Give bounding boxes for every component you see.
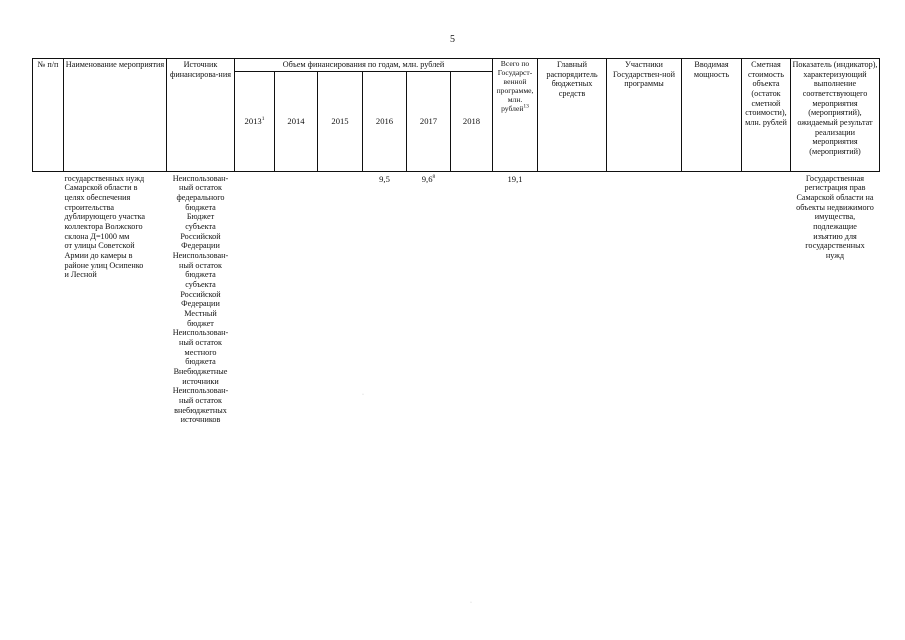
indicator-cell bbox=[791, 171, 880, 427]
funding-source-line: внебюджетных bbox=[174, 405, 227, 415]
funding-source-line: Федерации bbox=[181, 241, 220, 251]
indicator-line: нужд bbox=[825, 251, 845, 261]
participants-cell bbox=[607, 171, 682, 427]
funding-source-line: субъекта bbox=[185, 280, 216, 290]
measure-name-line: и Лесной bbox=[64, 270, 97, 280]
value-2016-cell: 9,5 bbox=[379, 173, 390, 184]
measure-name-line: целях обеспечения bbox=[64, 193, 131, 203]
col-participants-header: Участники Государствен-ной программы bbox=[607, 59, 682, 172]
scan-speck: · bbox=[470, 600, 472, 606]
total-header-footnote: 13 bbox=[523, 103, 529, 110]
value-total-cell: 19,1 bbox=[507, 173, 523, 184]
funding-source-line: Неиспользован- bbox=[172, 251, 229, 261]
col-estimate-header: Сметная стоимость объекта (остаток сметной стоимости), млн. рублей bbox=[742, 59, 791, 172]
funding-source-line: Неиспользован- bbox=[172, 173, 229, 183]
funding-source-cell bbox=[167, 171, 235, 427]
indicator-line: подлежащие bbox=[813, 222, 857, 232]
value-2015-cell bbox=[318, 171, 363, 427]
funding-source-line: Неиспользован- bbox=[172, 386, 229, 396]
funding-source-line: Бюджет bbox=[186, 212, 215, 222]
table-row bbox=[33, 171, 880, 427]
measure-name-cell bbox=[64, 171, 167, 427]
col-name-header: Наименование мероприятия bbox=[64, 59, 167, 172]
year-2016-header bbox=[363, 71, 407, 171]
value-2017: 9,6 bbox=[421, 173, 433, 184]
funding-source-line: бюджет bbox=[187, 318, 214, 328]
budget-table-container bbox=[32, 58, 879, 427]
value-2013-cell bbox=[235, 171, 275, 427]
funding-source-line: Внебюджетные bbox=[173, 367, 228, 377]
funding-source-line: бюджета bbox=[185, 202, 216, 212]
row-number-cell bbox=[33, 171, 64, 427]
funding-source-line: ный остаток bbox=[179, 338, 222, 348]
year-label: 2015 bbox=[331, 116, 349, 127]
page-number: 5 bbox=[450, 34, 455, 45]
year-label: 2018 bbox=[462, 116, 481, 127]
col-number-header: № п/п bbox=[33, 59, 64, 172]
funding-source-line: источников bbox=[180, 415, 221, 425]
indicator-line: изъятию для bbox=[813, 231, 857, 241]
year-label: 2013 bbox=[244, 116, 262, 127]
col-capacity-header: Вводимая мощность bbox=[682, 59, 742, 172]
capacity-cell bbox=[682, 171, 742, 427]
measure-name-line: от улицы Советской bbox=[64, 241, 135, 251]
funding-source-line: источники bbox=[182, 376, 219, 386]
value-2017-cell bbox=[407, 171, 451, 427]
total-header-text: Всего по Государст-венной программе, млн. рублей bbox=[496, 59, 534, 113]
measure-name-line: Армии до камеры в bbox=[64, 251, 133, 261]
measure-name-line: коллектора Волжского bbox=[64, 222, 143, 232]
indicator-line: Государственная bbox=[805, 173, 865, 183]
scan-speck: · bbox=[362, 392, 364, 398]
year-label: 2017 bbox=[419, 116, 438, 127]
funding-source-line: Российской bbox=[180, 231, 221, 241]
value-2017-footnote: 8 bbox=[432, 173, 436, 180]
budget-table bbox=[32, 58, 880, 427]
year-2015-header bbox=[318, 71, 363, 171]
measure-name-line: государственных нужд bbox=[64, 173, 145, 183]
main-manager-cell bbox=[538, 171, 607, 427]
indicator-line: регистрация прав bbox=[804, 183, 866, 193]
col-total-header bbox=[493, 59, 538, 172]
funding-source-line: бюджета bbox=[185, 357, 216, 367]
measure-name-line: дублирующего участка bbox=[64, 212, 146, 222]
measure-name-line: склона Д=1000 мм bbox=[64, 231, 130, 241]
funding-source-line: Неиспользован- bbox=[172, 328, 229, 338]
indicator-line: имущества, bbox=[814, 212, 856, 222]
year-2017-header bbox=[407, 71, 451, 171]
year-footnote: 1 bbox=[261, 116, 265, 123]
value-2014-cell bbox=[275, 171, 318, 427]
indicator-line: Самарской области на bbox=[796, 193, 874, 203]
funding-source-line: местного bbox=[184, 347, 217, 357]
funding-source-line: Российской bbox=[180, 289, 221, 299]
measure-name-line: Самарской области в bbox=[64, 183, 138, 193]
year-label: 2014 bbox=[287, 116, 305, 127]
col-source-header: Источник финансирова-ния bbox=[167, 59, 235, 172]
year-2018-header bbox=[451, 71, 493, 171]
funding-source-line: ный остаток bbox=[179, 183, 222, 193]
col-main-manager-header: Главный распорядитель бюджетных средств bbox=[538, 59, 607, 172]
funding-source-line: субъекта bbox=[185, 222, 216, 232]
col-financing-header: Объем финансирования по годам, млн. рублей bbox=[235, 59, 493, 72]
funding-source-line: ный остаток bbox=[179, 396, 222, 406]
measure-name-line: районе улиц Осипенко bbox=[64, 260, 144, 270]
indicator-line: объекты недвижимого bbox=[796, 202, 874, 212]
indicator-line: государственных bbox=[805, 241, 865, 251]
funding-source-line: Местный bbox=[184, 309, 217, 319]
header-row-1 bbox=[33, 59, 880, 72]
measure-name-line: строительства bbox=[64, 202, 115, 212]
funding-source-line: Федерации bbox=[181, 299, 220, 309]
col-indicator-header: Показатель (индикатор), характеризующий выполнение соответствующего мероприятия (мероприятий), ожидаемый результат реализации мероприятия (мероприятий) bbox=[791, 59, 880, 172]
funding-source-line: бюджета bbox=[185, 270, 216, 280]
value-2018-cell bbox=[451, 171, 493, 427]
funding-source-line: ный остаток bbox=[179, 260, 222, 270]
year-label: 2016 bbox=[375, 116, 394, 127]
funding-source-line: федерального bbox=[176, 193, 225, 203]
year-2014-header bbox=[275, 71, 318, 171]
year-2013-header bbox=[235, 71, 275, 171]
estimate-cell bbox=[742, 171, 791, 427]
